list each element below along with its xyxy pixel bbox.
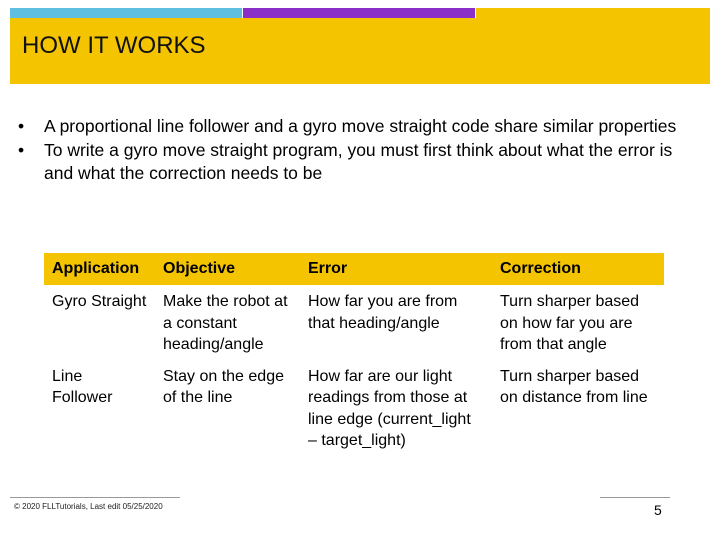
header-application: Application: [44, 253, 155, 285]
page-number: 5: [654, 502, 662, 518]
top-accent-bar-blue: [10, 8, 242, 18]
cell-error: How far are our light readings from those at line edge (current_light – target_light): [308, 367, 471, 449]
title-banner: [10, 18, 710, 84]
slide-title: HOW IT WORKS: [22, 32, 206, 59]
page-number-divider: [600, 497, 670, 498]
bullet-item: • To write a gyro move straight program, you must first think about what the error is and what the correction needs to be: [18, 139, 673, 183]
table-row: [44, 360, 664, 456]
footer-copyright: © 2020 FLLTutorials, Last edit 05/25/2020: [14, 502, 163, 511]
cell-application: Gyro Straight: [52, 293, 147, 310]
bullet-item: • A proportional line follower and a gyro move straight code share similar properties: [18, 116, 677, 136]
cell-objective: Stay on the edge of the line: [163, 367, 284, 406]
table-row: [44, 285, 664, 360]
cell-application: Line Follower: [52, 367, 113, 406]
header-error: Error: [300, 253, 492, 285]
top-accent-bar-purple: [243, 8, 475, 18]
bullet-text: To write a gyro move straight program, you must first think about what the error is and what the correction needs to be: [44, 139, 673, 183]
cell-correction: Turn sharper based on distance from line: [500, 367, 648, 406]
top-accent-bar-yellow: [476, 8, 710, 18]
table-header-row: [44, 253, 664, 285]
header-correction: Correction: [492, 253, 664, 285]
bullet-text: A proportional line follower and a gyro move straight code share similar properties: [44, 116, 677, 136]
cell-correction: Turn sharper based on how far you are from that angle: [500, 293, 640, 353]
header-objective: Objective: [155, 253, 300, 285]
comparison-table: [44, 253, 664, 456]
bullet-list: [18, 115, 698, 186]
cell-error: How far you are from that heading/angle: [308, 293, 458, 332]
cell-objective: Make the robot at a constant heading/angle: [163, 293, 288, 353]
footer-divider: [10, 497, 180, 498]
